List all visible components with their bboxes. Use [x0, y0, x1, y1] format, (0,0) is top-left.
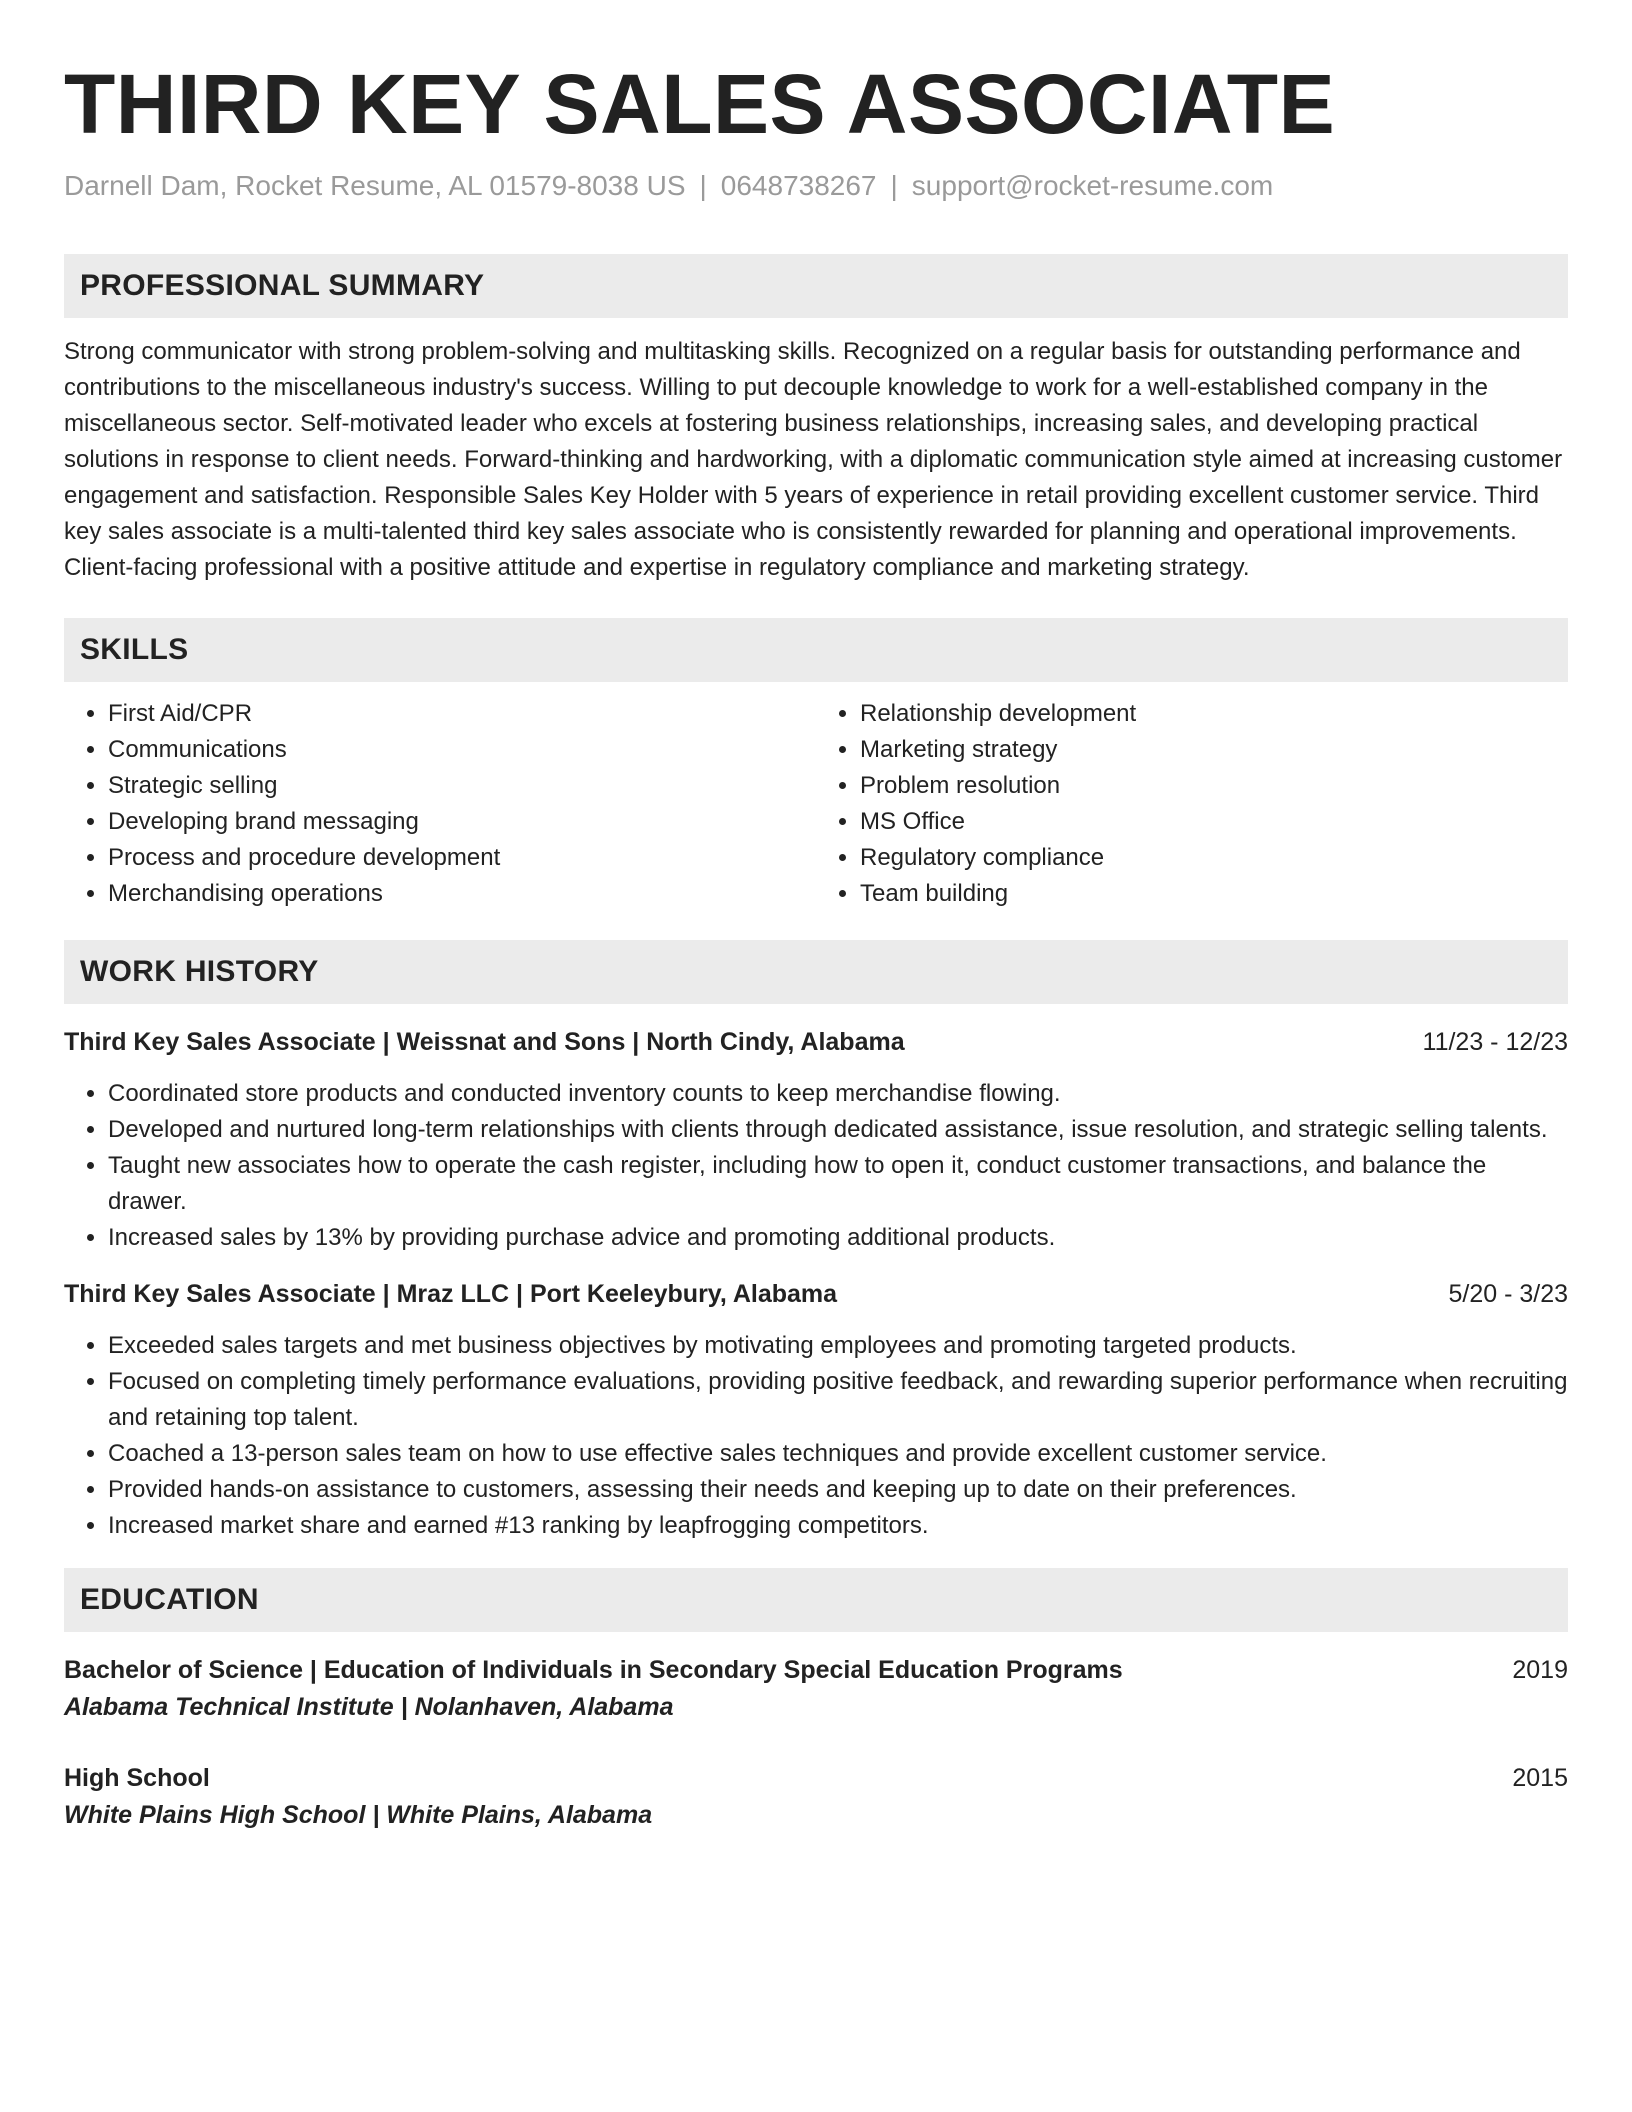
education-header	[64, 1760, 1568, 1796]
job-title: Third Key Sales Associate | Weissnat and Sons | North Cindy, Alabama	[64, 1028, 905, 1056]
education-heading: EDUCATION	[64, 1568, 1568, 1632]
skill-item: • Regulatory compliance	[860, 840, 1568, 876]
skill-item: • Relationship development	[860, 696, 1568, 732]
job-header	[64, 1276, 1568, 1312]
job-bullet: • Exceeded sales targets and met business objectives by motivating employees and promoting targeted products.	[108, 1328, 1568, 1364]
job-title: Third Key Sales Associate | Mraz LLC | Port Keeleybury, Alabama	[64, 1280, 838, 1308]
education-entry	[64, 1652, 1568, 1726]
summary-text: Strong communicator with strong problem-solving and multitasking skills. Recognized on a regular basis for outstanding performance and contributions to the miscellaneous industry's success. Willing to put decouple knowledge to work for a well-established company in the miscellaneous sector. Self-motivated leader who excels at fostering business relationships, increasing sales, and developing practical solutions in response to client needs. Forward-thinking and hardworking, with a diplomatic communication style aimed at increasing customer engagement and satisfaction. Responsible Sales Key Holder with 5 years of experience in retail providing excellent customer service. Third key sales associate is a multi-talented third key sales associate who is consistently rewarded for planning and operational improvements. Client-facing professional with a positive attitude and expertise in regulatory compliance and marketing strategy.	[64, 338, 1563, 581]
job-bullet: • Focused on completing timely performance evaluations, providing positive feedback, and rewarding superior performance when recruiting and retaining top talent.	[108, 1364, 1568, 1436]
education-year: 2015	[1512, 1764, 1568, 1792]
work-history-heading: WORK HISTORY	[64, 940, 1568, 1004]
resume-title: THIRD KEY SALES ASSOCIATE	[64, 57, 1336, 151]
education-school: White Plains High School | White Plains, Alabama	[64, 1801, 653, 1829]
education-header	[64, 1652, 1568, 1688]
job-header	[64, 1024, 1568, 1060]
job-bullet: • Provided hands-on assistance to customers, assessing their needs and keeping up to date on their preferences.	[108, 1472, 1568, 1508]
job-bullet: • Taught new associates how to operate the cash register, including how to open it, conduct customer transactions, and balance the drawer.	[108, 1148, 1568, 1220]
skill-item: • Communications	[108, 732, 816, 768]
job-entry	[64, 1024, 1568, 1256]
contact-separator: |	[699, 170, 707, 201]
job-bullets	[64, 1328, 1568, 1544]
skill-item: • Problem resolution	[860, 768, 1568, 804]
skill-item: • Developing brand messaging	[108, 804, 816, 840]
contact-separator: |	[890, 170, 898, 201]
skill-item: • MS Office	[860, 804, 1568, 840]
job-bullet: • Developed and nurtured long-term relationships with clients through dedicated assistance, issue resolution, and strategic selling talents.	[108, 1112, 1568, 1148]
skill-item: • Process and procedure development	[108, 840, 816, 876]
education-school: Alabama Technical Institute | Nolanhaven, Alabama	[64, 1693, 674, 1721]
skills-list	[64, 696, 1568, 912]
job-bullet: • Coordinated store products and conducted inventory counts to keep merchandise flowing.	[108, 1076, 1568, 1112]
job-dates: 5/20 - 3/23	[1448, 1280, 1568, 1308]
skill-item: • Marketing strategy	[860, 732, 1568, 768]
job-bullet: • Increased market share and earned #13 ranking by leapfrogging competitors.	[108, 1508, 1568, 1544]
skill-item: • Merchandising operations	[108, 876, 816, 912]
skills-column-left	[64, 696, 816, 912]
job-bullets	[64, 1076, 1568, 1256]
contact-address: Darnell Dam, Rocket Resume, AL 01579-8038 US	[64, 170, 686, 201]
job-entry	[64, 1276, 1568, 1544]
education-degree: High School	[64, 1764, 210, 1792]
job-dates: 11/23 - 12/23	[1422, 1028, 1568, 1056]
skill-item: • Team building	[860, 876, 1568, 912]
skills-heading: SKILLS	[64, 618, 1568, 682]
summary-heading: PROFESSIONAL SUMMARY	[64, 254, 1568, 318]
contact-phone: 0648738267	[720, 170, 877, 201]
skill-item: • Strategic selling	[108, 768, 816, 804]
contact-email: support@rocket-resume.com	[911, 170, 1274, 201]
skill-item: • First Aid/CPR	[108, 696, 816, 732]
contact-line	[64, 168, 1568, 204]
job-bullet: • Increased sales by 13% by providing purchase advice and promoting additional products.	[108, 1220, 1568, 1256]
education-year: 2019	[1512, 1656, 1568, 1684]
education-entry	[64, 1760, 1568, 1834]
skills-column-right	[816, 696, 1568, 912]
education-degree: Bachelor of Science | Education of Individuals in Secondary Special Education Programs	[64, 1656, 1123, 1684]
job-bullet: • Coached a 13-person sales team on how to use effective sales techniques and provide excellent customer service.	[108, 1436, 1568, 1472]
